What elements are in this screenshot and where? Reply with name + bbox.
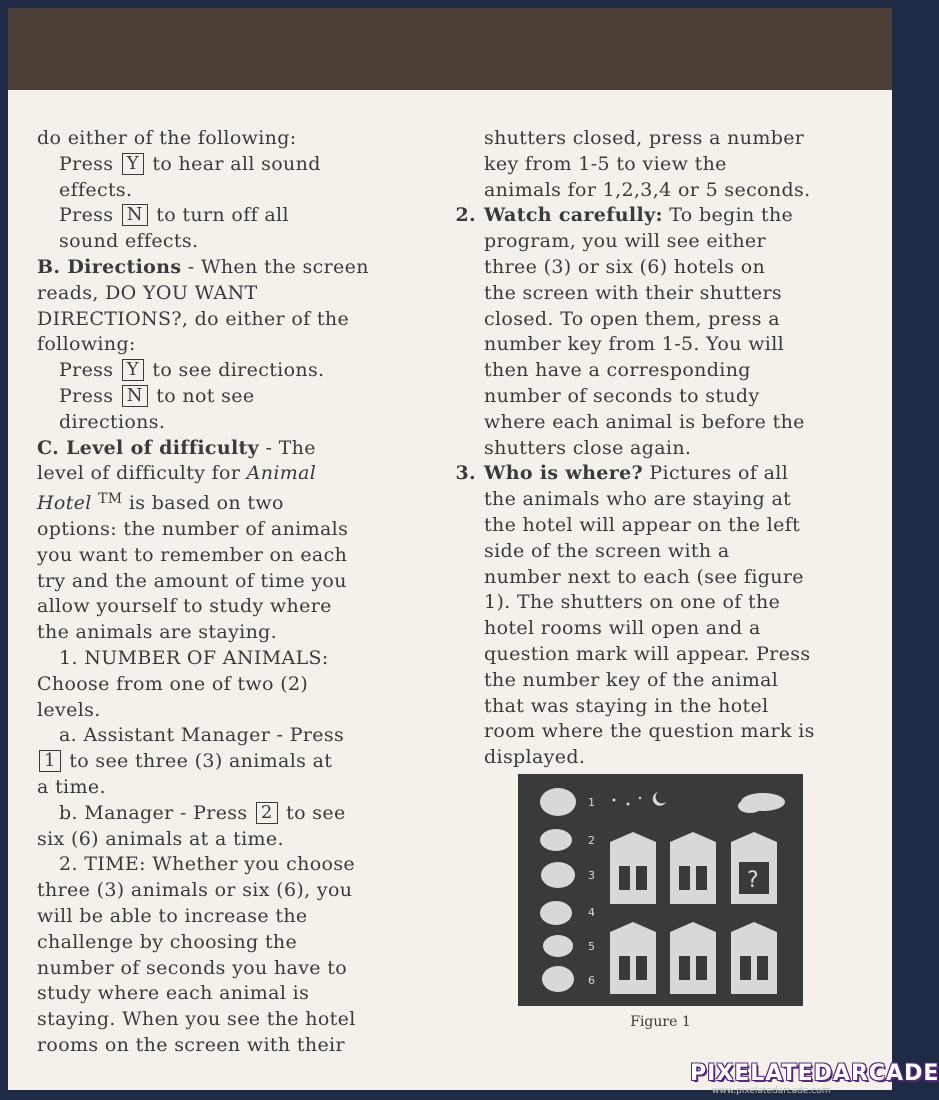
snail-icon <box>543 935 573 957</box>
text-line: level of difficulty for Animal <box>37 462 317 485</box>
text-line: animals for 1,2,3,4 or 5 seconds. <box>484 178 811 201</box>
text-line: do either of the following: <box>37 127 297 149</box>
text-line: a time. <box>37 775 106 798</box>
text-line: the screen with their shutters <box>484 281 783 304</box>
text-line: displayed. <box>484 746 586 769</box>
text-line: shutters close again. <box>484 436 692 459</box>
sheep-icon <box>540 788 576 816</box>
text-line: you want to remember on each <box>37 543 348 566</box>
text-line: room where the question mark is <box>484 720 815 743</box>
text-line: number key from 1-5. You will <box>484 333 785 356</box>
text-line: Hotel ™ is based on two <box>37 491 284 515</box>
key-2: 2 <box>256 802 278 824</box>
star-icon <box>639 797 641 799</box>
text-line: program, you will see either <box>484 230 766 253</box>
goat-icon <box>540 901 572 925</box>
key-n: N <box>122 204 148 226</box>
text-line: study where each animal is <box>37 982 310 1005</box>
text-line: directions. <box>59 410 166 433</box>
step-number: 3. <box>455 462 476 485</box>
hotel-row-bottom <box>610 922 777 994</box>
text-line: side of the screen with a <box>484 539 730 562</box>
key-y: Y <box>122 359 144 381</box>
cow-icon <box>541 862 575 888</box>
hotel-row-top <box>610 832 777 904</box>
row-number: 3 <box>588 869 595 882</box>
watermark-brand: PIXELATEDARCADE <box>690 1061 939 1086</box>
directions-yes-instruction: Press Y to see directions. <box>59 359 325 382</box>
text-line: sound effects. <box>59 230 199 253</box>
frog-icon <box>540 829 572 851</box>
hotel-building <box>670 832 716 904</box>
animal-sprites <box>540 788 576 992</box>
hotel-building <box>670 922 716 994</box>
game-screen-svg <box>518 774 803 1006</box>
text-line: that was staying in the hotel <box>484 694 769 717</box>
key-y: Y <box>122 153 144 175</box>
row-number: 1 <box>588 796 595 809</box>
text-line: shutters closed, press a number <box>484 127 805 149</box>
row-number: 4 <box>588 906 595 919</box>
hotel-building <box>610 832 656 904</box>
text-line: challenge by choosing the <box>37 930 298 953</box>
text-line: allow yourself to study where <box>37 595 332 618</box>
text-line: DIRECTIONS?, do either of the <box>37 307 350 330</box>
trademark: TM <box>98 491 123 508</box>
figure-caption: Figure 1 <box>630 1014 691 1030</box>
row-number: 2 <box>588 834 595 847</box>
text-line: the number key of the animal <box>484 668 779 691</box>
text-line: hotel rooms will open and a <box>484 617 761 640</box>
text-line: 1 to see three (3) animals at <box>37 749 437 775</box>
star-icon <box>613 799 616 802</box>
step-3-heading: 3. Who is where? Pictures of all <box>436 461 882 487</box>
text-line: where each animal is before the <box>484 410 805 433</box>
header-band <box>8 8 892 90</box>
text-line: following: <box>37 333 136 356</box>
text-line: the animals who are staying at <box>484 488 792 511</box>
key-n: N <box>122 385 148 407</box>
number-of-animals-heading: 1. NUMBER OF ANIMALS: <box>59 646 329 669</box>
star-icon <box>627 803 630 806</box>
moon-icon <box>653 792 666 806</box>
sound-on-instruction: Press Y to hear all sound <box>59 152 321 175</box>
key-1: 1 <box>39 750 61 772</box>
section-b-heading: B. Directions - When the screen <box>37 255 369 278</box>
text-line: will be able to increase the <box>37 904 308 927</box>
left-column <box>37 126 437 1059</box>
text-line: question mark will appear. Press <box>484 642 811 665</box>
text-line: number of seconds to study <box>484 384 760 407</box>
text-line: six (6) animals at a time. <box>37 827 284 850</box>
penguin-icon <box>542 966 574 992</box>
text-line: try and the amount of time you <box>37 569 347 592</box>
step-number: 2. <box>455 204 476 227</box>
directions-no-instruction: Press N to not see <box>59 384 255 407</box>
assistant-manager-option: a. Assistant Manager - Press <box>59 724 345 747</box>
manager-option: b. Manager - Press 2 to see <box>59 801 346 824</box>
row-number: 5 <box>588 940 595 953</box>
hotel-building <box>731 922 777 994</box>
text-line: three (3) or six (6) hotels on <box>484 255 766 278</box>
time-heading: 2. TIME: Whether you choose <box>59 853 356 876</box>
text-line: staying. When you see the hotel <box>37 1008 356 1031</box>
text-line: the animals are staying. <box>37 621 278 644</box>
question-mark: ? <box>747 868 759 893</box>
text-line: 1). The shutters on one of the <box>484 591 781 614</box>
section-c-heading: C. Level of difficulty - The <box>37 436 316 459</box>
figure-1-game-screen <box>518 774 803 1006</box>
text-line: options: the number of animals <box>37 517 349 540</box>
text-line: rooms on the screen with their <box>37 1033 345 1056</box>
hotel-building-open <box>731 832 777 904</box>
sound-off-instruction: Press N to turn off all <box>59 204 289 227</box>
cloud-icon <box>738 799 762 813</box>
row-number: 6 <box>588 974 595 987</box>
text-line: the hotel will appear on the left <box>484 513 801 536</box>
text-line: effects. <box>59 178 133 201</box>
text-line: number next to each (see figure <box>484 565 804 588</box>
text-line: Choose from one of two (2) <box>37 672 309 695</box>
step-2-heading: 2. Watch carefully: To begin the <box>436 203 882 229</box>
text-line: then have a corresponding <box>484 359 751 382</box>
text-line: closed. To open them, press a <box>484 307 780 330</box>
right-column <box>436 126 882 771</box>
text-line: key from 1-5 to view the <box>484 152 727 175</box>
hotel-building <box>610 922 656 994</box>
manual-page <box>8 8 892 1090</box>
text-line: levels. <box>37 698 101 721</box>
watermark-url: www.pixelatedarcade.com <box>712 1086 831 1096</box>
night-sky <box>613 792 786 813</box>
text-line: three (3) animals or six (6), you <box>37 879 353 902</box>
text-line: number of seconds you have to <box>37 956 348 979</box>
text-line: reads, DO YOU WANT <box>37 281 258 304</box>
